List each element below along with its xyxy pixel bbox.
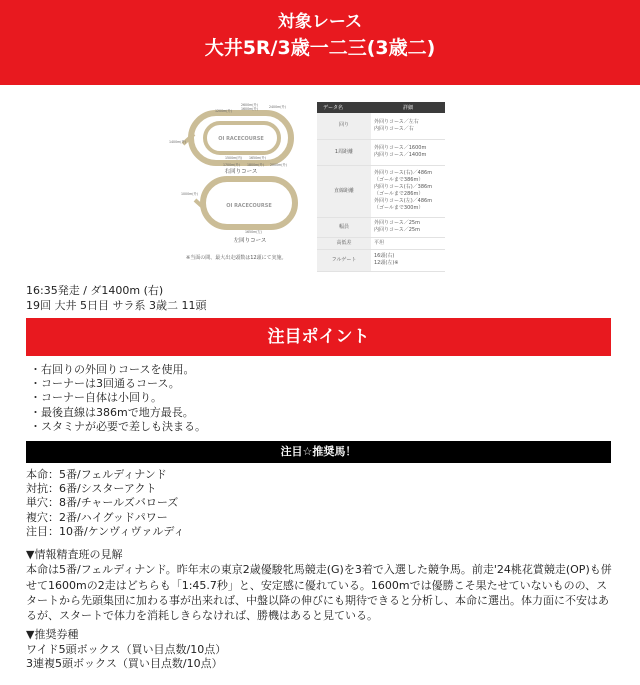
course-spec-table: [317, 102, 445, 272]
point-item: ・コーナーは3回通るコース。: [30, 377, 180, 391]
spec-header-label: データ名: [317, 102, 371, 113]
distance-label: 1500m(内): [225, 156, 242, 160]
spec-line: 外回りコース／1600m: [374, 145, 427, 151]
distance-label: 2400m(外): [269, 105, 286, 109]
bets-section: [26, 628, 226, 672]
spec-line: 外回りコース／左右: [374, 118, 419, 125]
analysis-heading: ▼情報精査班の見解: [26, 548, 123, 561]
spec-row-label: 幅員: [317, 217, 371, 237]
left-course-caption: 左回りコース: [233, 238, 267, 244]
analysis-body: 本命は5番/フェルディナンド。昨年末の東京2歳優駿牝馬競走(G)を3着で入選した競争馬。前走'24桃花賞競走(OP)も併せて1600mの2走はどちらも「1:45.7秒」と、安定感に優れている。1600mでは優勝こそ果たせていないものの、スタートから先頭集団に加わる事が出来れば、中盤以降の伸びにも期待できると分析し、本命に選出。体力面に不安はあるが、スタートで体力を消耗しきらなければ、勝機はあると見ている。: [26, 563, 612, 623]
distance-label: 1400m(外): [169, 140, 186, 144]
bets-heading: ▼推奨券種: [26, 628, 79, 641]
race-info: [26, 283, 206, 313]
spec-row-label: 1周距離: [317, 139, 371, 165]
spec-line: 外回りコース(右)／486m: [374, 170, 433, 176]
distance-label: 1650m(外): [249, 156, 266, 160]
distance-label: 2000m(外): [270, 163, 287, 167]
spec-line: 12頭(左)※: [374, 260, 399, 266]
spec-line: 平坦: [374, 239, 385, 246]
spec-row-value: [371, 165, 445, 217]
distance-label: 2600m(外): [241, 103, 258, 107]
course-title-right: OI RACECOURSE: [218, 136, 264, 142]
course-map-graphic: [165, 96, 311, 266]
spec-row: [317, 165, 445, 217]
banner-heading: 対象レース: [277, 12, 363, 32]
spec-row-value: [371, 237, 445, 249]
spec-row: [317, 139, 445, 165]
target-race-banner: [0, 0, 640, 85]
pick-item: 複穴：2番/ハイグッドパワー: [26, 510, 168, 524]
pick-item: 単穴：8番/チャールズバローズ: [26, 496, 179, 510]
race-start-and-distance: 16:35発走 / ダ1400m (右): [26, 284, 164, 297]
spec-line: 内回りコース／25m: [374, 227, 420, 233]
distance-label: 1650m(左): [245, 230, 262, 234]
race-meeting-details: 19回 大井 5日目 サラ系 3歳二 11頭: [26, 299, 207, 312]
point-item: ・右回りの外回りコースを使用。: [30, 363, 195, 376]
pick-item: 注目：10番/ケンヴィヴァルディ: [26, 524, 185, 538]
spec-row: [317, 249, 445, 271]
spec-row-value: [371, 139, 445, 165]
spec-row-value: [371, 113, 445, 139]
spec-line: 16頭(右): [374, 253, 395, 259]
point-item: ・スタミナが必要で差しも決まる。: [30, 419, 206, 433]
spec-line: （ゴールまで286m）: [374, 191, 424, 197]
spec-table-header: [317, 102, 445, 113]
point-item: ・コーナー自体は小回り。: [30, 391, 162, 405]
spec-row: [317, 217, 445, 237]
analysis-section: [26, 547, 614, 623]
point-heading: 注目ポイント: [26, 318, 611, 356]
course-title-left: OI RACECOURSE: [226, 203, 272, 209]
distance-label: 1600m(外): [241, 107, 258, 111]
bet-item: 3連複5頭ボックス（買い目点数/10点）: [26, 657, 223, 670]
spec-row: [317, 237, 445, 249]
spec-row-value: [371, 217, 445, 237]
course-map: [165, 96, 311, 266]
spec-line: （ゴールまで386m）: [374, 177, 424, 183]
spec-line: 外回りコース／25m: [374, 220, 420, 226]
spec-row-label: フルゲート: [317, 249, 371, 271]
picks-list: [26, 468, 185, 539]
course-note: ※当面の間、最大出走頭数は12頭にて実施。: [186, 255, 287, 261]
right-course-caption: 右回りコース: [224, 169, 258, 175]
spec-header-detail: 詳細: [371, 102, 445, 113]
distance-label: 1000m(外): [181, 192, 198, 196]
point-item: ・最後直線は386mで地方最長。: [30, 405, 194, 419]
point-list: [30, 363, 206, 434]
spec-row-label: 直線距離: [317, 165, 371, 217]
bet-item: ワイド5頭ボックス（買い目点数/10点）: [26, 642, 227, 656]
spec-line: 内回りコース(右)／386m: [374, 184, 433, 190]
spec-row-label: 回り: [317, 113, 371, 139]
pick-item: 対抗：6番/シスターアクト: [26, 482, 157, 496]
spec-line: （ゴールまで300m）: [374, 205, 424, 211]
pick-item: 本命：5番/フェルディナンド: [26, 468, 167, 481]
distance-label: 1700m(外): [223, 163, 240, 167]
distance-label: 1800m(外): [247, 163, 264, 167]
spec-line: 内回りコース／1400m: [374, 152, 427, 158]
spec-line: 内回りコース／右: [374, 125, 414, 132]
race-title: 大井5R/3歳一二三(3歳二): [204, 37, 436, 59]
picks-heading: 注目☆推奨馬！: [26, 441, 611, 463]
spec-row-value: [371, 249, 445, 271]
spec-line: 外回りコース(左)／486m: [374, 198, 433, 204]
distance-label: 1200m(外): [215, 109, 232, 113]
spec-row: [317, 113, 445, 139]
spec-row-label: 高低差: [317, 237, 371, 249]
